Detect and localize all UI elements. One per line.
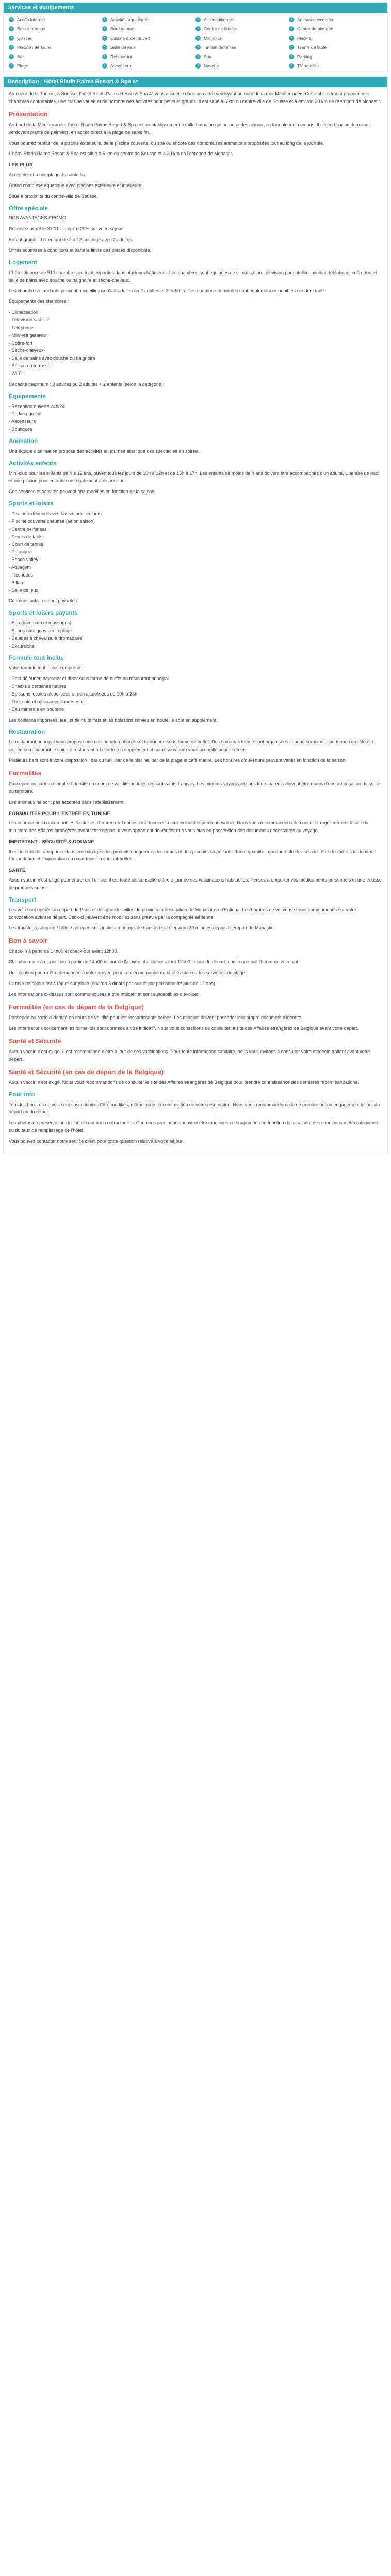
service-label: Cuisine: [17, 36, 32, 41]
service-item: [289, 25, 382, 32]
section-paragraph: Accès direct à une plage de sable fin.: [9, 172, 86, 177]
list-item: - Réception ouverte 24h/24: [9, 403, 382, 411]
service-label: Mini club: [204, 36, 221, 41]
section-list: [9, 510, 382, 594]
section-heading: Formalités: [9, 769, 42, 777]
list-item: - Ascenseurs: [9, 418, 382, 426]
section-paragraph: Ces services et activités peuvent être modifiés en fonction de la saison.: [9, 489, 156, 495]
service-label: Activités aquatiques: [110, 17, 150, 22]
service-item: [9, 16, 102, 23]
parking-icon: •: [289, 54, 294, 59]
section-heading: Animation: [9, 438, 38, 445]
section-paragraph: Les informations ci-dessus sont communiquées à titre indicatif et sont susceptibles d'évoluer.: [9, 991, 200, 997]
umbrella-icon: •: [9, 63, 14, 69]
list-item: - Beach-volley: [9, 556, 382, 564]
section-paragraph: Aucun vaccin n'est exigé. Il est recommandé d'être à jour de ses vaccinations. Pour toute information sanitaire, nous vous invitons à consulter votre médecin traitant avant votre départ.: [9, 1048, 370, 1062]
dumbbell-icon: •: [196, 26, 201, 31]
section-list: [9, 309, 382, 378]
pool-icon: •: [289, 36, 294, 41]
section-list: [9, 675, 382, 713]
service-label: TV satellite: [297, 63, 319, 69]
section-paragraph: Passeport ou carte nationale d'identité en cours de validité pour les ressortissants français. Les mineurs voyageant sans leurs parents doivent être munis d'une autorisation de sortie du territoire.: [9, 781, 380, 794]
service-item: [196, 16, 289, 23]
services-grid: [4, 13, 387, 73]
list-item: - Sèche-cheveux: [9, 347, 382, 354]
section-paragraph: Les chambres standards peuvent accueillir jusqu'à 3 adultes ou 2 adultes et 2 enfants. Des chambres familiales sont également disponibles sur demande.: [9, 288, 325, 294]
game-icon: •: [102, 45, 107, 50]
list-item: - Piscine couverte chauffée (selon saison): [9, 518, 382, 526]
section-list: [9, 619, 382, 650]
section-heading: Sports et loisirs: [9, 501, 54, 507]
list-item: - Eau minérale en bouteille: [9, 706, 382, 714]
list-item: - Télévision satellite: [9, 316, 382, 324]
section-paragraph: Les vols sont opérés au départ de Paris et des grandes villes de province à destination de Monastir ou d'Enfidha. Les horaires de vol vous seront communiqués sur votre convocation avant le départ. Ceux-ci peuvent être modifiés sans préavis par la compagnie aérienne.: [9, 907, 356, 920]
service-label: Bord de mer: [110, 26, 135, 31]
elevator-icon: •: [102, 63, 107, 69]
description-panel: [3, 76, 388, 1154]
service-item: [102, 53, 196, 60]
section-heading: LES PLUS: [9, 162, 33, 168]
list-item: - Piscine extérieure avec bassin pour enfants: [9, 510, 382, 518]
tv-icon: •: [289, 63, 294, 69]
section-heading: Restauration: [9, 729, 45, 736]
service-item: [102, 16, 196, 23]
list-item: - Billard: [9, 579, 382, 587]
section-paragraph: Votre formule tout inclus comprend :: [9, 665, 84, 671]
section-heading: Équipements: [9, 393, 46, 400]
list-item: - Tennis de table: [9, 533, 382, 541]
section-paragraph: Tous les horaires de vols sont susceptibles d'être modifiés, même après la confirmation de votre réservation. Nous vous recommandons de ne prendre aucun engagement le jour du départ ou du retour.: [9, 1101, 380, 1115]
service-item: [9, 62, 102, 70]
section-paragraph: Plusieurs bars sont à votre disposition : bar du hall, bar de la piscine, bar de la plage et café maure. Les horaires d'ouverture peuvent varier en fonction de la saison.: [9, 757, 347, 763]
service-label: Salle de jeux: [110, 45, 136, 50]
list-item: - Mini-réfrigérateur: [9, 332, 382, 340]
section-note: Les boissons importées, les jus de fruits frais et les boissons servies en bouteille sont en supplément.: [9, 717, 218, 723]
service-label: Piscine: [297, 36, 312, 41]
section-paragraph: Offres soumises à conditions et dans la limite des places disponibles.: [9, 247, 151, 253]
section-paragraph: Enfant gratuit : 1er enfant de 2 à 12 ans logé avec 2 adultes.: [9, 237, 134, 243]
list-item: - Court de tennis: [9, 540, 382, 548]
list-item: - Thé, café et pâtisseries l'après-midi: [9, 698, 382, 706]
section-paragraph: Situé à proximité du centre-ville de Sousse.: [9, 193, 99, 199]
section-heading: Formalités (en cas de départ de la Belgique): [9, 1003, 144, 1011]
service-item: [9, 53, 102, 60]
service-item: [9, 44, 102, 51]
subsection-text: Les informations concernant les formalités d'entrée en Tunisie sont données à titre indicatif et peuvent évoluer. Nous vous recommandons de consulter régulièrement le site du ministère des Affaires étrangères avant votre départ. Il vous appartient de vérifier que vous êtes en possession des documents nécessaires au voyage.: [9, 820, 369, 834]
list-item: - Téléphone: [9, 324, 382, 332]
description-title: Description - Hôtel Riadh Palms Resort & Spa 4*: [4, 77, 387, 87]
list-item: - Pétanque: [9, 548, 382, 556]
service-label: Terrain de tennis: [204, 45, 236, 50]
section-paragraph: L'hôtel dispose de 510 chambres au total, réparties dans plusieurs bâtiments. Les chambres sont équipées de climatisation, télévision par satellite, minibar, téléphone, coffre-fort et salle de bains avec douche ou baignoire et sèche-cheveux.: [9, 269, 377, 283]
list-item: - Salle de bains avec douche ou baignoire: [9, 354, 382, 362]
service-label: Bain à remous: [17, 26, 45, 31]
list-item: - Petit-déjeuner, déjeuner et dîner sous forme de buffet au restaurant principal: [9, 675, 382, 683]
subsection-text: Il est interdit de transporter dans vos bagages des produits dangereux, des armes et des produits stupéfiants. Toute quantité importante de devises doit être déclarée à la douane. L'importation et l'exportation du dinar tunisien sont interdites.: [9, 849, 375, 862]
section-heading: Activités enfants: [9, 460, 57, 467]
service-label: Tennis de table: [297, 45, 327, 50]
fork-icon: •: [102, 36, 107, 41]
section-paragraph: Le restaurant principal vous propose une cuisine internationale et tunisienne sous forme de buffet. Des soirées à thème sont organisées chaque semaine. Une tenue correcte est exigée au restaurant le soir. Le restaurant à la carte (en supplément et sur réservation) vous accueille pour le dîner.: [9, 739, 373, 753]
description-intro: Au coeur de la Tunisie, à Sousse, l'hôtel Riadh Palms Resort & Spa 4* vous accueille dans un cadre verdoyant au bord de la mer Méditerranée. Cet établissement propose des chambres confortables, une cuisine variée et de nombreuses activités pour petits et grands. Il est situé à 6 km du centre-ville de Sousse et à environ 20 km de l'aéroport de Monastir.: [9, 91, 381, 104]
service-label: Spa: [204, 54, 212, 59]
subsection-heading: FORMALITÉS POUR L'ENTRÉE EN TUNISIE: [9, 810, 111, 817]
snowflake-icon: •: [196, 17, 201, 22]
section-heading: Offre spéciale: [9, 205, 48, 212]
section-paragraph: Les informations concernant les formalités sont données à titre indicatif. Nous vous conseillons de consulter le site des Affaires étrangères de Belgique avant votre départ.: [9, 1025, 359, 1031]
service-label: Centre de plongée: [297, 26, 333, 31]
section-note: Certaines activités sont payantes.: [9, 598, 78, 604]
section-paragraph: Check-in à partir de 14h00 et check-out avant 12h00.: [9, 948, 119, 954]
section-list: [9, 403, 382, 433]
service-item: [289, 53, 382, 60]
service-item: [102, 44, 196, 51]
service-item: [289, 35, 382, 42]
service-item: [196, 35, 289, 42]
service-label: Piscine intérieure: [17, 45, 51, 50]
section-paragraph: Mini-club pour les enfants de 4 à 12 ans, ouvert tous les jours de 10h à 12h et de 15h à 17h. Les enfants de moins de 4 ans doivent être accompagnés d'un adulte. Une aire de jeux et une piscine pour enfants sont également à disposition.: [9, 470, 379, 484]
section-paragraph: Réservez avant le 31/01 : jusqu'à -20% sur votre séjour.: [9, 226, 124, 232]
section-paragraph: La taxe de séjour est à régler sur place (environ 3 dinars par nuit et par personne de plus de 12 ans).: [9, 980, 217, 986]
service-item: [289, 62, 382, 70]
service-item: [289, 16, 382, 23]
list-item: - Snacks à certaines heures: [9, 683, 382, 690]
list-item: - Fléchettes: [9, 571, 382, 579]
service-label: Restaurant: [110, 54, 132, 59]
service-label: Animaux acceptés: [297, 17, 333, 22]
paw-icon: •: [289, 17, 294, 22]
kids-icon: •: [196, 36, 201, 41]
section-paragraph: Grand complexe aquatique avec piscines extérieure et intérieure.: [9, 182, 143, 188]
section-heading: Sports et loisirs payants: [9, 610, 78, 617]
service-label: Centre de fitness: [204, 26, 237, 31]
leaf-icon: •: [196, 54, 201, 59]
service-item: [102, 35, 196, 42]
section-heading: Santé et Sécurité (en cas de départ de la Belgique): [9, 1068, 164, 1076]
section-paragraph: NOS AVANTAGES PROMO: [9, 215, 67, 221]
service-item: [9, 35, 102, 42]
service-item: [102, 62, 196, 70]
wifi-icon: •: [9, 17, 14, 22]
section-paragraph: Une caution pourra être demandée à votre arrivée pour la télécommande de la télévision ou les serviettes de plage.: [9, 970, 247, 976]
section-paragraph: Les photos de présentation de l'hôtel sont non contractuelles. Certaines prestations peuvent être modifiées ou supprimées en fonction de la saison, des conditions météorologiques ou du taux de remplissage de l'hôtel.: [9, 1120, 378, 1133]
subsection-heading: IMPORTANT : SÉCURITÉ & DOUANE: [9, 839, 94, 845]
section-note: Capacité maximum : 3 adultes ou 2 adultes + 2 enfants (selon la catégorie).: [9, 381, 165, 387]
section-heading: Logement: [9, 259, 37, 266]
tennis-icon: •: [196, 45, 201, 50]
list-item: - Excursions: [9, 642, 382, 650]
service-item: [196, 53, 289, 60]
section-paragraph: Chambre mise à disposition à partir de 14h00 le jour de l'arrivée et à libérer avant 12h00 le jour du départ, quelle que soit l'heure de votre vol.: [9, 959, 300, 965]
service-label: Parking: [297, 54, 312, 59]
description-body: [4, 87, 387, 1154]
section-paragraph: Une équipe d'animation propose des activités en journée ainsi que des spectacles en soirée.: [9, 448, 199, 454]
indoor-pool-icon: •: [9, 45, 14, 50]
section-paragraph: Vous pouvez contacter notre service client pour toute question relative à votre séjour.: [9, 1138, 184, 1144]
list-item: - Balades à cheval ou à dromadaire: [9, 635, 382, 642]
service-item: [289, 44, 382, 51]
section-paragraph: Les transferts aéroport / hôtel / aéroport sont inclus. Le temps de transfert est d'environ 30 minutes depuis l'aéroport de Monastir.: [9, 925, 274, 931]
section-heading: Transport: [9, 896, 37, 903]
restaurant-icon: •: [102, 54, 107, 59]
page: [0, 0, 391, 1154]
section-heading: Pour info: [9, 1091, 35, 1098]
service-label: Air-conditionné: [204, 17, 233, 22]
section-paragraph: Vous pourrez profiter de la piscine extérieure, de la piscine couverte, du spa ou encore des nombreuses animations proposées tout au long de la journée.: [9, 140, 324, 146]
service-label: Bar: [17, 54, 24, 59]
diving-icon: •: [289, 26, 294, 31]
bus-icon: •: [196, 63, 201, 69]
service-item: [102, 25, 196, 32]
section-paragraph: Les animaux ne sont pas acceptés dans l'établissement.: [9, 799, 125, 805]
services-title: Services et équipements: [4, 3, 387, 13]
kitchen-icon: •: [9, 36, 14, 41]
swim-icon: •: [102, 17, 107, 22]
section-paragraph: Aucun vaccin n'est exigé. Nous vous recommandons de consulter le site des Affaires étrangères de Belgique pour prendre connaissance des dernières recommandations.: [9, 1079, 359, 1085]
list-item: - Coffre-fort: [9, 340, 382, 347]
list-item: - Salle de jeux: [9, 587, 382, 595]
service-label: Plage: [17, 63, 28, 69]
subsection-text: Aucun vaccin n'est exigé pour entrer en Tunisie. Il est toutefois conseillé d'être à jour de ses vaccinations habituelles. Pensez à emporter vos médicaments personnels et une trousse de premiers soins.: [9, 877, 382, 890]
service-label: Navette: [204, 63, 219, 69]
list-item: - Balcon ou terrasse: [9, 362, 382, 370]
subsection-heading: SANTÉ: [9, 868, 26, 874]
section-heading: Santé et Sécurité: [9, 1037, 61, 1045]
spa-icon: •: [9, 26, 14, 31]
list-item: - Aquagym: [9, 564, 382, 571]
list-item: - Spa (hammam et massages): [9, 619, 382, 627]
description-sections: [9, 110, 382, 1145]
list-item: - Climatisation: [9, 309, 382, 316]
section-paragraph: Au bord de la Méditerranée, l'hôtel Riadh Palms Resort & Spa est un établissement à taille humaine qui propose des séjours en formule tout compris. Il s'étend sur un domaine verdoyant planté de palmiers, en accès direct à la plage de sable fin.: [9, 122, 369, 135]
list-item: - Boissons locales alcoolisées et non alcoolisées de 10h à 23h: [9, 690, 382, 698]
services-panel: [3, 2, 388, 73]
section-heading: Bon à savoir: [9, 937, 48, 945]
service-label: Ascenseur: [110, 63, 132, 69]
wave-icon: •: [102, 26, 107, 31]
list-item: - Centre de fitness: [9, 526, 382, 533]
bar-icon: •: [9, 54, 14, 59]
service-label: Accès Internet: [17, 17, 45, 22]
service-item: [196, 62, 289, 70]
list-item: - Parking gratuit: [9, 410, 382, 418]
section-heading: Formule tout inclus: [9, 655, 64, 662]
service-label: Cuisine à ciel ouvert: [110, 36, 150, 41]
list-item: - Wi-Fi: [9, 370, 382, 378]
list-item: - Sports nautiques sur la plage: [9, 627, 382, 635]
section-paragraph: L'hôtel Riadh Palms Resort & Spa est situé à 6 km du centre de Sousse et à 20 km de l'aéroport de Monastir.: [9, 151, 233, 157]
list-item: - Boutiques: [9, 426, 382, 433]
service-item: [196, 44, 289, 51]
section-heading: Présentation: [9, 110, 48, 118]
service-item: [196, 25, 289, 32]
service-item: [9, 25, 102, 32]
section-paragraph: Passeport ou carte d'identité en cours de validité pour les ressortissants belges. Les mineurs doivent posséder leur propre document d'identité.: [9, 1014, 303, 1020]
pingpong-icon: •: [289, 45, 294, 50]
section-paragraph: Équipements des chambres :: [9, 299, 69, 304]
